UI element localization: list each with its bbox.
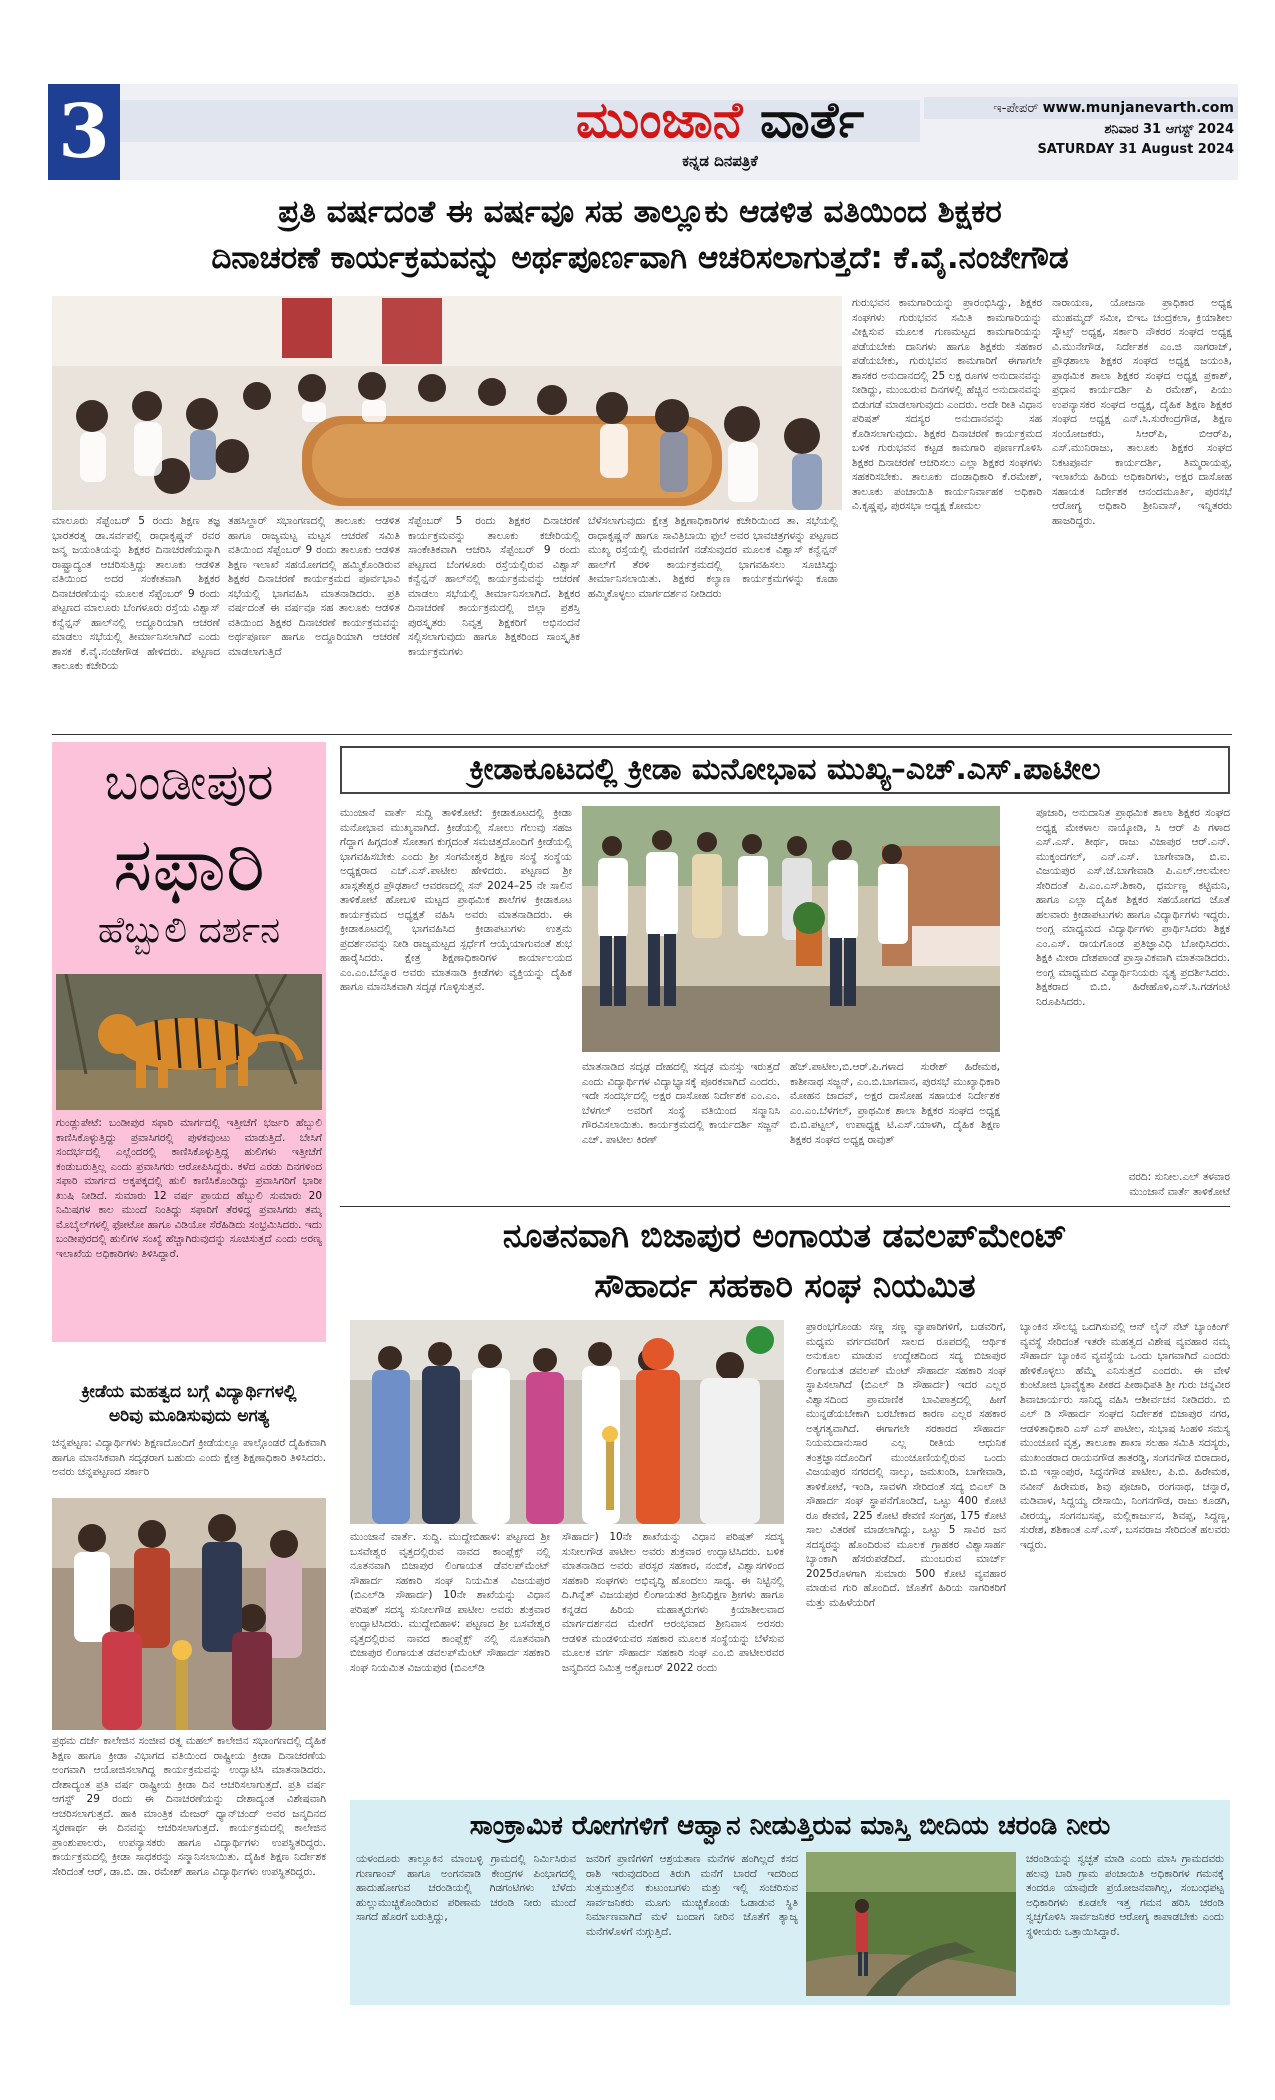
water-photo-drain xyxy=(806,1852,1016,1996)
epaper-label: ಇ-ಪೇಪರ್ xyxy=(993,101,1039,116)
cooperative-headline-line1: ನೂತನವಾಗಿ ಬಿಜಾಪುರ ಅಂಗಾಯತ ಡವಲಪ್‌ಮೇಂಟ್ xyxy=(502,1216,1068,1255)
cooperative-col-4: ಬ್ಯಾಂಕಿನ ಸೌಲಭ್ಯ ಒದಗಿಸುವಲ್ಲಿ ಆನ್ ಲೈನ್ ನೆಟ್ ಬ್ಯಾಂಕಿಂಗ್ ವ್ಯವಸ್ಥೆ ಸೇರಿದಂತೆ ಇತರೇ ಮಹತ್ವದ ವಿಶೇಷ ವ್ಯವಹಾರ ನಮ್ಮ ಸೌಹಾರ್ದ ಬ್ಯಾಂಕಿನ ವ್ಯವಸ್ಥೆಯ ಒಂದು ಭಾಗವಾಗಿದೆ ಎಂದರು ಹೇಳಿಕೊಳ್ಳಲು ಹೆಮ್ಮೆ ಎನಿಸುತ್ತದೆ ಎಂದರು. ಈ ವೇಳೆ ಕುಂಟೋಜಿ ಭಾವೈಕ್ಯತಾ ಪೀಠದ ಪೀಠಾಧಿಪತಿ ಶ್ರೀ ಗುರು ಚನ್ನವೀರ ಶಿವಾಚಾರ್ಯರು ಸಾನಿಧ್ಯ ವಹಿಸಿ ಆಶೀರ್ವಚನ ನೀಡಿದರು. ಬಿ ಎಲ್ ಡಿ ಸೌಹಾರ್ದ ಸಂಘದ ನಿರ್ದೇಶಕ ಬಿಜಾಪುರ ನಗರ, ಆಡಳಿತಾಧಿಕಾರಿ ಎಸ್ ಎಸ್ ಪಾಟೀಲ, ಸುಭಾಷ ಸಿಂಹಳಿ ಸಮಸ್ಯ ಮುಂಚೂಣಿ ವೃತ್ತ, ತಾಲೂಕಾ ಶಾಖಾ ಸಲಹಾ ಸಮಿತಿ ಸದಸ್ಯರು, ಮುಖಂಡರಾದ ರಾಯನಗೌಡ ತಾತರಡ್ಡಿ, ಸಂಗನಗೌಡ ಬಿರಾದಾರ, ಬಿ.ಬಿ ಇಸ್ಲಾಂಪುರ, ಸಿದ್ದನಗೌಡ ಪಾಟೀಲ, ಪಿ.ಬಿ. ಹಿರೇಮಠ, ನವೀನ್ ಹಿರೇಮಠ, ಶಿವು ಪೂಜಾರಿ, ರಂಗನಾಥ, ಚನ್ನಾರೆ, ಮಡಿವಾಳ, ಸಿದ್ದಯ್ಯ ದೇಸಾಯಿ, ನಿಂಗನಗೌಡ, ರಾಜು ಕೂಡಗಿ, ವೀರಯ್ಯ, ಸಂಗನಬಸಪ್ಪ, ಮಲ್ಲಿಕಾರ್ಜುನ, ಶಿವಪ್ಪ, ಸಿದ್ದಣ್ಣ, ಸುರೇಶ, ಶಶಿಕಾಂತ ಎಸ್.ಎಸ್, ಬಸವರಾಜ ಸೇರಿದಂತೆ ಹಲವರು ಇದ್ದರು. xyxy=(1020,1321,1230,1551)
date-kannada: ಶನಿವಾರ 31 ಆಗಸ್ಟ್ 2024 xyxy=(1104,122,1234,137)
sports-headline: ಕ್ರೀಡಾಕೂಟದಲ್ಲಿ ಕ್ರೀಡಾ ಮನೋಭಾವ ಮುಖ್ಯ–ಎಚ್.ಎಸ್.ಪಾಟೀಲ xyxy=(469,752,1101,787)
logo-word-varthe: ವಾರ್ತೆ xyxy=(759,91,865,149)
safari-title-bandipur: ಬಂಡೀಪುರ xyxy=(104,753,274,811)
safari-title-tiger-sighting: ಹೆಬ್ಬುಲಿ ದರ್ಶನ xyxy=(97,910,281,951)
lead-col-3: ಸೆಪ್ಟೆಂಬರ್ 5 ರಂದು ಶಿಕ್ಷಕರ ದಿನಾಚರಣೆ ಕಾರ್ಯಕ್ರಮವನ್ನು ತಾಲೂಕು ಕಚೇರಿಯಲ್ಲಿ ಸಾಂಕೇತಿಕವಾಗಿ ಆಚರಿಸಿ ಸೆಪ್ಟೆಂಬರ್ 9 ರಂದು ಪಟ್ಟಣದ ಬೆಂಗಳೂರು ರಸ್ತೆಯಲ್ಲಿರುವ ವಿಶ್ವಾಸ್ ಕನ್ವೆನ್ಷನ್ ಹಾಲ್‌ನಲ್ಲಿ ಕಾರ್ಯಕ್ರಮವನ್ನು ಆಚರಣೆ ಮಾಡಲು ಸಭೆಯಲ್ಲಿ ತೀರ್ಮಾನಿಸಲಾಗಿದೆ. ಶಿಕ್ಷಕರ ದಿನಾಚರಣೆ ಕಾರ್ಯಕ್ರಮದಲ್ಲಿ ಜಿಲ್ಲಾ ಪ್ರಶಸ್ತಿ ಪುರಸ್ಕೃತರು ನಿವೃತ್ತ ಶಿಕ್ಷಕರಿಗೆ ಅಭಿನಂದನೆ ಸಲ್ಲಿಸಲಾಗುವುದು ಹಾಗೂ ಶಿಕ್ಷಕರಿಂದ ಸಾಂಸ್ಕೃತಿಕ ಕಾರ್ಯಕ್ರಮಗಳು xyxy=(408,515,580,658)
water-col-3: ಚರಂಡಿಯನ್ನು ಸ್ವಚ್ಛತೆ ಮಾಡಿ ಎಂದು ಮಾಸಿ ಗ್ರಾಮದವರು ಹಲವು ಬಾರಿ ಗ್ರಾಮ ಪಂಚಾಯಿತಿ ಅಧಿಕಾರಿಗಳ ಗಮನಕ್ಕೆ ತಂದರೂ ಯಾವುದೇ ಪ್ರಯೋಜನವಾಗಿಲ್ಲ, ಸಂಬಂಧಪಟ್ಟ ಅಧಿಕಾರಿಗಳು ಕೂಡಲೇ ಇತ್ತ ಗಮನ ಹರಿಸಿ ಚರಂಡಿ ಸ್ವಚ್ಛಗೊಳಿಸಿ ಸಾರ್ವಜನಿಕರ ಆರೋಗ್ಯ ಕಾಪಾಡಬೇಕು ಎಂದು ಸ್ಥಳೀಯರು ಒತ್ತಾಯಿಸಿದ್ದಾರೆ. xyxy=(1026,1853,1224,1938)
sports-photo-felicitation xyxy=(582,806,1000,1052)
safari-article-body: ಗುಂಡ್ಲುಪೇಟೆ: ಬಂಡೀಪುರ ಸಫಾರಿ ಮಾರ್ಗದಲ್ಲಿ ಇತ್ತೀಚೆಗೆ ಭರ್ಜರಿ ಹೆಬ್ಬುಲಿ ಕಾಣಿಸಿಕೊಳ್ಳುತ್ತಿದ್ದು ಪ್ರವಾಸಿಗರಲ್ಲಿ ಪುಳಕವುಂಟು ಮಾಡುತ್ತಿದೆ. ಬೇಸಿಗೆ ಸಂದರ್ಭದಲ್ಲಿ ಎಲ್ಲೆಂದರಲ್ಲಿ ಕಾಣಿಸಿಕೊಳ್ಳುತ್ತಿದ್ದ ಹುಲಿಗಳು ಇತ್ತೀಚೆಗೆ ಕಂಡುಬರುತ್ತಿಲ್ಲ ಎಂದು ಪ್ರವಾಸಿಗರು ಆರೋಪಿಸಿದ್ದರು. ಕಳೆದ ಎರಡು ದಿನಗಳಿಂದ ಸಫಾರಿ ಮಾರ್ಗದ ಅಕ್ಕಪಕ್ಕದಲ್ಲಿ ಹುಲಿ ಕಾಣಿಸಿಕೊಂಡಿದ್ದು ಪ್ರವಾಸಿಗರಿಗೆ ಭಾರೀ ಖುಷಿ ನೀಡಿದೆ. ಸುಮಾರು 12 ವರ್ಷ ಪ್ರಾಯದ ಹೆಬ್ಬುಲಿ ಸುಮಾರು 20 ನಿಮಿಷಗಳ ಕಾಲ ಮುಂದೆ ನಿಂತಿದ್ದು ಸಫಾರಿಗೆ ತೆರಳಿದ್ದ ಪ್ರವಾಸಿಗರು ತಮ್ಮ ಮೊಬೈಲ್‌ಗಳಲ್ಲಿ ಫೋಟೋ ಹಾಗೂ ವಿಡಿಯೋ ಸೆರೆಹಿಡಿದು ಸಂಭ್ರಮಿಸಿದರು. ಇದು ಬಂಡೀಪುರದಲ್ಲಿ ಹುಲಿಗಳ ಸಂಖ್ಯೆ ಹೆಚ್ಚಾಗಿರುವುದನ್ನು ಸೂಚಿಸುತ್ತದೆ ಎಂದು ಅರಣ್ಯ ಇಲಾಖೆಯ ಅಧಿಕಾರಿಗಳು ತಿಳಿಸಿದ್ದಾರೆ. xyxy=(56,1117,322,1260)
awareness-body: ಪ್ರಥಮ ದರ್ಜೆ ಕಾಲೇಜಿನ ಸಂಜೀವ ರತ್ನ ಮಹಲ್ ಕಾಲೇಜಿನ ಸಭಾಂಗಣದಲ್ಲಿ ದೈಹಿಕ ಶಿಕ್ಷಣ ಹಾಗೂ ಕ್ರೀಡಾ ವಿಭಾಗದ ವತಿಯಿಂದ ರಾಷ್ಟ್ರೀಯ ಕ್ರೀಡಾ ದಿನಾಚರಣೆಯ ಅಂಗವಾಗಿ ಆಯೋಜಿಸಲಾಗಿದ್ದ ಕಾರ್ಯಕ್ರಮವನ್ನು ಉದ್ಘಾಟಿಸಿ ಮಾತನಾಡಿದರು. ದೇಶಾದ್ಯಂತ ಪ್ರತಿ ವರ್ಷ ರಾಷ್ಟ್ರೀಯ ಕ್ರೀಡಾ ದಿನ ಆಚರಿಸಲಾಗುತ್ತದೆ. ಪ್ರತಿ ವರ್ಷ ಆಗಸ್ಟ್ 29 ರಂದು ಈ ದಿನಾಚರಣೆಯನ್ನು ದೇಶಾದ್ಯಂತ ವಿಶೇಷವಾಗಿ ಆಚರಿಸಲಾಗುತ್ತದೆ. ಹಾಕಿ ಮಾಂತ್ರಿಕ ಮೇಜರ್ ಧ್ಯಾನ್‌ಚಂದ್ ಅವರ ಜನ್ಮದಿನದ ಸ್ಮರಣಾರ್ಥ ಈ ದಿನವನ್ನು ಆಚರಿಸಲಾಗುತ್ತದೆ. ಕಾರ್ಯಕ್ರಮದಲ್ಲಿ ಕಾಲೇಜಿನ ಪ್ರಾಂಶುಪಾಲರು, ಉಪನ್ಯಾಸಕರು ಹಾಗೂ ವಿದ್ಯಾರ್ಥಿಗಳು ಉಪಸ್ಥಿತರಿದ್ದರು. ಕಾರ್ಯಕ್ರಮದಲ್ಲಿ ಕ್ರೀಡಾ ಸಾಧಕರನ್ನು ಸನ್ಮಾನಿಸಲಾಯಿತು. ದೈಹಿಕ ಶಿಕ್ಷಣ ನಿರ್ದೇಶಕ ಸೇರಿದಂತೆ ಆರ್, ಡಾ.ಬಿ. ಡಾ. ರಮೇಶ್ ಹಾಗೂ ವಿದ್ಯಾರ್ಥಿಗಳು ಉಪಸ್ಥಿತರಿದ್ದರು. xyxy=(52,1735,326,1878)
sports-byline-place: ಮುಂಜಾನೆ ವಾರ್ತೆ ತಾಳಿಕೋಟೆ xyxy=(1129,1186,1230,1198)
lead-headline-line1: ಪ್ರತಿ ವರ್ಷದಂತೆ ಈ ವರ್ಷವೂ ಸಹ ತಾಲ್ಲೂಕು ಆಡಳಿತ ವತಿಯಿಂದ ಶಿಕ್ಷಕರ xyxy=(278,194,1002,230)
lead-col-1: ಮಾಲೂರು ಸೆಪ್ಟೆಂಬರ್ 5 ರಂದು ಶಿಕ್ಷಣ ತಜ್ಞ ಭಾರತರತ್ನ ಡಾ.ಸರ್ವಪಲ್ಲಿ ರಾಧಾಕೃಷ್ಣನ್ ರವರ ಜನ್ಮ ಜಯಂತಿಯನ್ನು ಶಿಕ್ಷಕರ ದಿನಾಚರಣೆಯನ್ನಾಗಿ ರಾಷ್ಟ್ರಾದ್ಯಂತ ಆಚರಿಸುತ್ತಿದ್ದು ತಾಲೂಕು ಆಡಳಿತ ವತಿಯಿಂದ ಅದರ ಸಂಕೇತವಾಗಿ ಶಿಕ್ಷಕರ ದಿನಾಚರಣೆಯನ್ನು ಮೂಲಕ ಸೆಪ್ಟೆಂಬರ್ 9 ರಂದು ಪಟ್ಟಣದ ಮಾಲೂರು ಬೆಂಗಳೂರು ರಸ್ತೆಯ ವಿಶ್ವಾಸ್ ಕನ್ವೆನ್ಷನ್ ಹಾಲ್‌ನಲ್ಲಿ ಅದ್ದೂರಿಯಾಗಿ ಆಚರಣೆ ಮಾಡಲು ಸಭೆಯಲ್ಲಿ ತೀರ್ಮಾನಿಸಲಾಗಿದೆ ಎಂದು ಶಾಸಕ ಕೆ.ವೈ.ನಂಜೇಗೌಡ ಹೇಳಿದರು. ಪಟ್ಟಣದ ತಾಲೂಕು ಕಚೇರಿಯ xyxy=(52,515,220,672)
safari-title-safari: ಸಫಾರಿ xyxy=(113,822,265,908)
website-bar xyxy=(924,97,1238,119)
sports-col-2: ಮಾತನಾಡಿದ ಸದೃಢ ದೇಹದಲ್ಲಿ ಸದೃಢ ಮನಸ್ಸು ಇರುತ್ತದೆ ಎಂದು ವಿದ್ಯಾರ್ಥಿಗಳ ವಿದ್ಯಾಭ್ಯಾಸಕ್ಕೆ ಪೂರಕವಾಗಿದೆ ಎಂದರು. ಇದೇ ಸಂದರ್ಭದಲ್ಲಿ ಅಕ್ಷರ ದಾಸೋಹ ನಿರ್ದೇಶಕ ಎಂ.ಎಂ. ಬೆಳಗಲ್ ಅವರಿಗೆ ಸಂಸ್ಥೆ ವತಿಯಿಂದ ಸನ್ಮಾನಿಸಿ ಗೌರವಿಸಲಾಯಿತು. ಕಾರ್ಯಕ್ರಮದಲ್ಲಿ ಕಾರ್ಯದರ್ಶಿ ಸಜ್ಜನ್ ಎಚ್. ಪಾಟೀಲ ಕಿರಣ್ xyxy=(582,1061,780,1146)
sports-col-1: ಮುಂಜಾನೆ ವಾರ್ತೆ ಸುದ್ದಿ ತಾಳಿಕೋಟೆ: ಕ್ರೀಡಾಕೂಟದಲ್ಲಿ ಕ್ರೀಡಾ ಮನೋಭಾವ ಮುಖ್ಯವಾಗಿದೆ. ಕ್ರೀಡೆಯಲ್ಲಿ ಸೋಲು ಗೆಲುವು ಸಹಜ ಗೆದ್ದಾಗ ಹಿಗ್ಗದಂತೆ ಸೋತಾಗ ಕುಗ್ಗದಂತೆ ಸಮಚಿತ್ತದೊಂದಿಗೆ ಕ್ರೀಡೆಯಲ್ಲಿ ಭಾಗವಹಿಸಬೇಕು ಎಂದು ಶ್ರೀ ಸಂಗಮೇಶ್ವರ ಶಿಕ್ಷಣ ಸಂಸ್ಥೆ ಸಂಸ್ಥೆಯ ಅಧ್ಯಕ್ಷರಾದ ಎಚ್.ಎಸ್.ಪಾಟೀಲ ಹೇಳಿದರು. ಪಟ್ಟಣದ ಶ್ರೀ ಖಾಸ್ಗತೇಶ್ವರ ಪ್ರೌಢಶಾಲೆ ಆವರಣದಲ್ಲಿ ಸನ್ 2024–25 ನೇ ಸಾಲಿನ ತಾಳಿಕೋಟೆ ಹೋಬಳಿ ಮಟ್ಟದ ಪ್ರಾಥಮಿಕ ಶಾಲೆಗಳ ಕ್ರೀಡಾಕೂಟ ಕಾರ್ಯಕ್ರಮದ ಅಧ್ಯಕ್ಷತೆ ವಹಿಸಿ ಅವರು ಮಾತನಾಡಿದರು. ಈ ಕ್ರೀಡಾಕೂಟದಲ್ಲಿ ಭಾಗವಹಿಸಿದ ಕ್ರೀಡಾಪಟುಗಳು ಉತ್ತಮ ಪ್ರದರ್ಶನವನ್ನು ನೀಡಿ ರಾಜ್ಯಮಟ್ಟದ ಸ್ಪರ್ಧೆಗೆ ಆಯ್ಕೆಯಾಗುವಂತೆ ಶುಭ ಹಾರೈಸಿದರು. ಕ್ಷೇತ್ರ ಶಿಕ್ಷಣಾಧಿಕಾರಿಗಳ ಕಾರ್ಯಾಲಯದ ಎಂ.ಎಂ.ಬೆನ್ನೂರ ಅವರು ಮಾತನಾಡಿ ಕ್ರೀಡೆಗಳು ವ್ಯಕ್ತಿಯನ್ನು ದೈಹಿಕ ಹಾಗೂ ಮಾನಸಿಕವಾಗಿ ಸದೃಢ ಗೊಳ್ಳಿಸುತ್ತವೆ. xyxy=(340,807,572,993)
lead-photo-meeting xyxy=(52,296,842,510)
newspaper-logo xyxy=(540,90,900,150)
lead-col-5: ಗುರುಭವನ ಕಾಮಗಾರಿಯನ್ನು ಪ್ರಾರಂಭಿಸಿದ್ದು, ಶಿಕ್ಷಕರ ಸಂಘಗಳು ಗುರುಭವನ ಸಮಿತಿ ಕಾಮಗಾರಿಯನ್ನು ವೀಕ್ಷಿಸುವ ಮೂಲಕ ಗುಣಮಟ್ಟದ ಕಾಮಗಾರಿಯನ್ನು ಪಡೆಯಬೇಕು ದಾನಿಗಳು ಹಾಗೂ ಶಿಕ್ಷಕರು ಸಹಕಾರ ಪಡೆಯಬೇಕು, ಗುರುಭವನ ಕಾಮಗಾರಿಗೆ ಈಗಾಗಲೇ ಶಾಸಕರ ಅನುದಾನದಲ್ಲಿ 25 ಲಕ್ಷ ರೂಗಳ ಅನುದಾನವನ್ನು ನೀಡಿದ್ದು, ಮುಂಬರುವ ದಿನಗಳಲ್ಲಿ ಹೆಚ್ಚಿನ ಅನುದಾನವನ್ನು ಬಿಡುಗಡೆ ಮಾಡಲಾಗುವುದು ಎಂದರು. ಅದೇ ರೀತಿ ವಿಧಾನ ಪರಿಷತ್ ಸದಸ್ಯರ ಅನುದಾನವನ್ನು ಸಹ ಕೊಡಿಸಲಾಗುವುದು. ಶಿಕ್ಷಕರ ದಿನಾಚರಣೆ ಕಾರ್ಯಕ್ರಮದ ಬಳಿಕ ಗುರುಭವನ ಕಟ್ಟಡ ಕಾಮಗಾರಿ ಪೂರ್ಣಗೊಳಿಸಿ ಶಿಕ್ಷಕರ ದಿನಾಚರಣೆ ಆಚರಿಸಲು ಎಲ್ಲಾ ಶಿಕ್ಷಕರ ಸಂಘಗಳು ಸಹಕರಿಸಬೇಕು. ತಾಲೂಕು ದಂಡಾಧಿಕಾರಿ ಕೆ.ರಮೇಶ್, ತಾಲೂಕು ಪಂಚಾಯಿತಿ ಕಾರ್ಯನಿರ್ವಾಹಕ ಅಧಿಕಾರಿ ವಿ.ಕೃಷ್ಣಪ್ಪ, ಪುರಸಭಾ ಅಧ್ಯಕ್ಷ ಕೋಮಲ xyxy=(852,297,1042,512)
water-col-2: ಜನರಿಗೆ ಪ್ರಾಣಿಗಳಿಗೆ ಆಶ್ರಯತಾಣ ಮನೆಗಳ ಹಂಗಿಲ್ಲದೆ ಕಸದ ರಾಶಿ ಇರುವುದರಿಂದ ತಿರುಗಿ ಮನೆಗೆ ಬಾರದೆ ಇದರಿಂದ ಸುತ್ತಮುತ್ತಲಿನ ಕುಟುಂಬಗಳು ಮತ್ತು ಇಲ್ಲಿ ಸಂಚರಿಸುವ ಸಾರ್ವಜನಿಕರು ಮೂಗು ಮುಚ್ಚಿಕೊಂಡು ಓಡಾಡುವ ಸ್ಥಿತಿ ನಿರ್ಮಾಣವಾಗಿದೆ ಮಳೆ ಬಂದಾಗ ನೀರಿನ ಜೊತೆಗೆ ತ್ಯಾಜ್ಯ ಮನೆಗಳೊಳಗೆ ನುಗ್ಗುತ್ತಿದೆ. xyxy=(586,1853,798,1938)
awareness-intro: ಚನ್ನಪಟ್ಟಣ: ವಿದ್ಯಾರ್ಥಿಗಳು ಶಿಕ್ಷಣದೊಂದಿಗೆ ಕ್ರೀಡೆಯಲ್ಲೂ ಪಾಲ್ಗೊಂಡರೆ ದೈಹಿಕವಾಗಿ ಹಾಗೂ ಮಾನಸಿಕವಾಗಿ ಸದೃಢರಾಗ ಬಹುದು ಎಂದು ಕ್ಷೇತ್ರ ಶಿಕ್ಷಣಾಧಿಕಾರಿ ತಿಳಿಸಿದರು. ಅವರು ಚನ್ನಪಟ್ಟಣದ ಸರ್ಕಾರಿ xyxy=(52,1437,326,1478)
awareness-headline-line2: ಅರಿವು ಮೂಡಿಸುವುದು ಅಗತ್ಯ xyxy=(108,1406,270,1426)
logo-word-munjane: ಮುಂಜಾನೆ xyxy=(575,91,743,149)
lead-col-4: ಬೆಳೆಸಲಾಗುವುದು ಕ್ಷೇತ್ರ ಶಿಕ್ಷಣಾಧಿಕಾರಿಗಳ ಕಚೇರಿಯಿಂದ ತಾ. ಸಭೆಯಲ್ಲಿ ರಾಧಾಕೃಷ್ಣನ್ ಹಾಗೂ ಸಾವಿತ್ರಿಬಾಯಿ ಫುಲೆ ಅವರ ಭಾವಚಿತ್ರಗಳನ್ನು ಪಟ್ಟಣದ ಮುಖ್ಯ ರಸ್ತೆಯಲ್ಲಿ ಮೆರವಣಿಗೆ ನಡೆಸುವುದರ ಮೂಲಕ ವಿಶ್ವಾಸ್ ಕನ್ವೆನ್ಷನ್ ಹಾಲ್‌ಗೆ ತೆರಳಿ ಕಾರ್ಯಕ್ರಮದಲ್ಲಿ ಭಾಗವಹಿಸಲು ಸೂಚಿಸಿದ್ದು ತೀರ್ಮಾನಿಸಲಾಯಿತು. ಶಿಕ್ಷಕರ ಕಲ್ಯಾಣ ಕಾರ್ಯಕ್ರಮಗಳನ್ನು ಕೂಡಾ ಹಮ್ಮಿಕೊಳ್ಳಲು ಮಾರ್ಗದರ್ಶನ ನೀಡಿದರು xyxy=(588,515,838,600)
section-divider xyxy=(340,1206,1230,1207)
sports-col-3: ಹೆಚ್.ಪಾಟೀಲ,ಬಿ.ಆರ್.ಪಿ.ಗಳಾದ ಸುರೇಶ್ ಹಿರೇಮಠ, ಕಾಶೀನಾಥ ಸಜ್ಜನ್, ಎಂ.ಬಿ.ಬಾಗವಾನ, ಪುರಸಭೆ ಮುಖ್ಯಾಧಿಕಾರಿ ಮೋಹನ ಜಾದವ್, ಅಕ್ಷರ ದಾಸೋಹ ಸಹಾಯಕ ನಿರ್ದೇಶಕ ಎಂ.ಎಂ.ಬೆಳಗಲ್, ಪ್ರಾಥಮಿಕ ಶಾಲಾ ಶಿಕ್ಷಕರ ಸಂಘದ ಅಧ್ಯಕ್ಷ ಬಿ.ಬಿ.ಪಟ್ಟಲ್, ಉಪಾಧ್ಯಕ್ಷ ಟಿ.ಎಸ್.ಯಾಳಗಿ, ದೈಹಿಕ ಶಿಕ್ಷಣ ಶಿಕ್ಷಕರ ಸಂಘದ ಅಧ್ಯಕ್ಷ ರಾವುತ್ xyxy=(790,1061,1000,1146)
water-col-1: ಯಳಂದೂರು ತಾಲ್ಲೂಕಿನ ಮಾಂಬಳ್ಳಿ ಗ್ರಾಮದಲ್ಲಿ ನಿರ್ಮಿಸಿರುವ ಗುಣಗಾಂವ್ ಹಾಗೂ ಅಂಗನವಾಡಿ ಕೇಂದ್ರಗಳ ಪಿಂಭಾಗದಲ್ಲಿ ಹಾದುಹೋಗುವ ಚರಂಡಿಯಲ್ಲಿ ಗಿಡಗಂಟಿಗಳು ಬೆಳೆದು ಹುಲ್ಲುಮುಚ್ಚಿಕೊಂಡಿರುವ ಪರಿಣಾಮ ಚರಂಡಿ ನೀರು ಮುಂದೆ ಸಾಗದೆ ಹೊರಗೆ ಬರುತ್ತಿದ್ದು, xyxy=(356,1853,576,1923)
cooperative-photo-inauguration xyxy=(350,1320,784,1524)
cooperative-col-2: ಸೌಹಾರ್ದ) 10ನೇ ಶಾಖೆಯನ್ನು ವಿಧಾನ ಪರಿಷತ್ ಸದಸ್ಯ ಸುನೀಲಗೌಡ ಪಾಟೀಲ ಅವರು ಶುಕ್ರವಾರ ಉದ್ಘಾಟಿಸಿದರು. ಬಳಿಕ ಮಾತನಾಡಿದ ಅವರು ಪರಸ್ಪರ ಸಹಕಾರ, ನಂಬಿಕೆ, ವಿಶ್ವಾಸಗಳಿಂದ ಸಹಕಾರಿ ಸಂಘಗಳು ಅಭಿವೃದ್ಧಿ ಹೊಂದಲು ಸಾಧ್ಯ. ಈ ನಿಟ್ಟಿನಲ್ಲಿ ದಿ.ಗಿನ್ನೆತ್ ವಿಜಯಪುರ ಲಿಂಗಾಯತರ ಶ್ರೀನಿಧಿಕ್ಷಣ ಶ್ರೀಗಳು ಹಾಗೂ ಕನ್ನಡದ ಹಿರಿಯ ಮಹಾತ್ಮರುಗಳು ಕ್ರಿಯಾಶೀಲವಾದ ಮಾರ್ಗದರ್ಶನದ ಮೇರೆಗೆ ಆರಂಭವಾದ ಶ್ರೀನಿವಾಸ ಅರಸರು ಆಡಳಿತ ಮಂಡಳಿಯವರ ಸಹಕಾರ ಮೂಲಕ ಸಂಸ್ಥೆಯನ್ನು ಬೆಳೆಸುವ ಮೂಲಕ ವರ್ಗ ಸೌಹಾರ್ದ ಸಹಕಾರಿ ಸಂಘ ಎಂ.ಬಿ ಪಾಟೀಲರವರ ಜನ್ಮದಿನದ ನಿಮಿತ್ತ ಅಕ್ಟೋಬರ್ 2022 ರಂದು xyxy=(562,1531,784,1674)
website-link[interactable]: www.munjanevarth.com xyxy=(1042,100,1234,116)
awareness-headline-line1: ಕ್ರೀಡೆಯ ಮಹತ್ವದ ಬಗ್ಗೆ ವಿದ್ಯಾರ್ಥಿಗಳಲ್ಲಿ xyxy=(81,1382,297,1402)
awareness-photo-lamp-lighting xyxy=(52,1498,326,1730)
date-english: SATURDAY 31 August 2024 xyxy=(1037,142,1234,157)
cooperative-col-3: ಪ್ರಾರಂಭಗೊಂಡು ಸಣ್ಣ ಸಣ್ಣ ವ್ಯಾಪಾರಿಗಳಿಗೆ, ಬಡವರಿಗೆ, ಮಧ್ಯಮ ವರ್ಗದವರಿಗೆ ಸಾಲದ ರೂಪದಲ್ಲಿ ಆರ್ಥಿಕ ಅನುಕೂಲ ಮಾಡುವ ಉದ್ದೇಶದಿಂದ ಸದ್ಯ ಬಿಜಾಪುರ ಲಿಂಗಾಯತ ಡವಲಪ್ ಮೆಂಟ್ ಸೌಹಾರ್ದ ಸಹಕಾರಿ ಸಂಘ ಸ್ಥಾಪಿಸಲಾಗಿದೆ (ಬಿಎಲ್ ಡಿ ಸೌಹಾರ್ದ) ಇದರ ಎಲ್ಲರ ವಿಶ್ವಾಸದಿಂದ ಪ್ರಾಮಾಣಿಕ ಬಾವಿಪಾತ್ರದಲ್ಲಿ ಹೀಗೆ ಮುನ್ನಡೆಯಬೇಕಾಗಿ ಬರಬೇಕಾದ ಕಾರಣ ಎಲ್ಲರ ಸಹಕಾರ ಅತ್ಯಗತ್ಯವಾಗಿದೆ. ಈಗಾಗಲೇ ಸರಕಾರದ ಸೌಹಾರ್ದ ನಿಯಮದಾನುಸಾರ ಎಲ್ಲ ರೀತಿಯ ಆಧುನಿಕ ತಂತ್ರಜ್ಞಾನದೊಂದಿಗೆ ಮುಂಚೂಣಿಯಲ್ಲಿರುವ ಒಂದು ವಿಜಯಪುರ ನಗರದಲ್ಲಿ ನಾಲ್ಕು, ಜಮಖಂಡಿ, ಬಾಗೇವಾಡಿ, ತಾಳಿಕೋಟೆ, ಇಂಡಿ, ಸಾವಳಗಿ ಸೇರಿದಂತೆ ಸದ್ಯ ಬಿಎಲ್ ಡಿ ಸೌಹಾರ್ದ ಸಂಘ ಸ್ಥಾಪನೆಗೊಂಡಿದೆ, ಒಟ್ಟು 400 ಕೋಟಿ ರೂ ಠೇವಣಿ, 225 ಕೋಟಿ ಠೇವಣಿ ಸಂಗ್ರಹ, 175 ಕೋಟಿ ಸಾಲ ವಿತರಣೆ ಮಾಡಲಾಗಿದ್ದು, ಒಟ್ಟು 5 ಸಾವಿರ ಜನ ಸದಸ್ಯರನ್ನು ಹೊಂದಿರುವ ಮೂಲಕ ಗ್ರಾಹಕರ ವಿಶ್ವಾಸಾರ್ಹ ಬ್ಯಾಂಕಾಗಿ ಹೆಸರುಪಡೆದಿದೆ. ಮುಂಬರುವ ಮಾರ್ಚ್ 2025ರೊಳಗಾಗಿ ಸುಮಾರು 500 ಕೋಟಿ ವ್ಯವಹಾರ ಮಾಡುವ ಗುರಿ ಹೊಂದಿದೆ. ಜೊತೆಗೆ ಹಿರಿಯ ನಾಗರಿಕರಿಗೆ ಮತ್ತು ಮಹಿಳೆಯರಿಗೆ xyxy=(806,1321,1006,1609)
tiger-photo xyxy=(56,974,322,1110)
lead-col-6: ನಾರಾಯಣ, ಯೋಜನಾ ಪ್ರಾಧಿಕಾರ ಅಧ್ಯಕ್ಷ ಮುಹಮ್ಮದ್ ಸಮೀ, ಬಿಇಒ ಚಂದ್ರಕಲಾ, ಕ್ರಿಯಾಶೀಲ ಸ್ಕೌಟ್ಸ್ ಅಧ್ಯಕ್ಷ, ಸರ್ಕಾರಿ ನೌಕರರ ಸಂಘದ ಅಧ್ಯಕ್ಷ ವಿ.ಮುನೇಗೌಡ, ನಿರ್ದೇಶಕ ಎಂ.ಜಿ ನಾಗರಾಜ್, ಪ್ರೌಢಶಾಲಾ ಶಿಕ್ಷಕರ ಸಂಘದ ಅಧ್ಯಕ್ಷ ಜಯಂತಿ, ಪ್ರಾಥಮಿಕ ಶಾಲಾ ಶಿಕ್ಷಕರ ಸಂಘದ ಅಧ್ಯಕ್ಷ ಪ್ರಕಾಶ್, ಪ್ರಧಾನ ಕಾರ್ಯದರ್ಶಿ ಪಿ ರಮೇಶ್, ಪಿಯು ಉಪನ್ಯಾಸಕರ ಸಂಘದ ಅಧ್ಯಕ್ಷ, ದೈಹಿಕ ಶಿಕ್ಷಣ ಶಿಕ್ಷಕರ ಸಂಘದ ಅಧ್ಯಕ್ಷ ಎನ್.ಸಿ.ಸುರೇಂದ್ರಗೌಡ, ಶಿಕ್ಷಣ ಸಂಯೋಜಕರು, ಸಿಆರ್‌ಪಿ, ಬಿಆರ್‌ಪಿ, ಎಸ್.ಮುನಿರಾಜು, ತಾಲೂಕು ಶಿಕ್ಷಕರ ಸಂಘದ ನಿಕಟಪೂರ್ವ ಕಾರ್ಯದರ್ಶಿ, ತಿಮ್ಮರಾಯಪ್ಪ, ಇಲಾಖೆಯ ಹಿರಿಯ ಅಧಿಕಾರಿಗಳು, ಅಕ್ಷರ ದಾಸೋಹ ಸಹಾಯಕ ನಿರ್ದೇಶಕ ಆನಂದಮೂರ್ತಿ, ಪುರಸಭೆ ಆರೋಗ್ಯ ಅಧಿಕಾರಿ ಶ್ರೀನಿವಾಸ್, ಇನ್ನಿತರರು ಹಾಜರಿದ್ದರು. xyxy=(1052,297,1232,527)
section-divider xyxy=(52,734,1232,735)
water-headline: ಸಾಂಕ್ರಾಮಿಕ ರೋಗಗಳಿಗೆ ಆಹ್ವಾನ ನೀಡುತ್ತಿರುವ ಮಾಸ್ತಿ ಬೀದಿಯ ಚರಂಡಿ ನೀರು xyxy=(469,1811,1111,1841)
sports-col-4: ಪೂಜಾರಿ, ಅನುದಾನಿತ ಪ್ರಾಥಮಿಕ ಶಾಲಾ ಶಿಕ್ಷಕರ ಸಂಘದ ಅಧ್ಯಕ್ಷ ಮೇಕಳಾಲ ನಾಯ್ಕೋಡಿ, ಸಿ ಆರ್ ಪಿ ಗಳಾದ ಎಸ್.ಎಸ್. ತೀರ್ಥ, ರಾಜು ವಿಜಾಪುರ ಆರ್.ಎನ್. ಮುಕ್ಕಂದಗಲ್, ಎನ್.ಎಸ್. ಬಾಗೇವಾಡಿ, ಬಿ.ಐ. ವಿಜಯಪುರ ಎಸ್.ಜೆ.ಬಾಗೇವಾಡಿ ಪಿ.ಎಲ್.ಆಲಮೇಲ ಸೇರಿದಂತೆ ಪಿ.ಎಂ.ಎಸ್.ಶಿಕಾರಿ, ಧರ್ಮಣ್ಣ ಕಟ್ಟಿಮನಿ, ಹಾಗೂ ಎಲ್ಲಾ ದೈಹಿಕ ಶಿಕ್ಷಕರ ಸಹಯೋಗದ ಜೊತೆ ಹಲವಾರು ಕ್ರೀಡಾಪಟುಗಳು ಹಾಗೂ ವಿದ್ಯಾರ್ಥಿಗಳು ಇದ್ದರು. ಅಂಗ್ಲ ಮಾಧ್ಯಮದ ವಿದ್ಯಾರ್ಥಿಗಳು ಪ್ರಾರ್ಥಿಸಿದರು ಶಿಕ್ಷಕ ಎಂ.ಎಸ್. ರಾಯಗೊಂಡ ಪ್ರತಿಜ್ಞಾವಿಧಿ ಬೋಧಿಸಿದರು. ಶಿಕ್ಷಕಿ ಮೀರಾ ದೇಶಪಾಂಡೆ ಪ್ರಾಸ್ತಾವಿಕವಾಗಿ ಮಾತನಾಡಿದರು. ಅಂಗ್ಲ ಮಾಧ್ಯಮದ ವಿದ್ಯಾರ್ಥಿನಿಯರು ನೃತ್ಯ ಪ್ರದರ್ಶಿಸಿದರು. ಶಿಕ್ಷಕರಾದ ಬಿ.ಬಿ. ಹಿರೇಹೊಳಿ,ಎಸ್.ಸಿ.ಗಡಗಂಟಿ ನಿರೂಪಿಸಿದರು. xyxy=(1036,807,1230,1008)
cooperative-headline-line2: ಸೌಹಾರ್ದ ಸಹಕಾರಿ ಸಂಘ ನಿಯಮಿತ xyxy=(594,1266,976,1305)
lead-col-2: ತಹಸಿಲ್ದಾರ್ ಸಭಾಂಗಣದಲ್ಲಿ ತಾಲೂಕು ಆಡಳಿತ ಹಾಗೂ ರಾಜ್ಯಮಟ್ಟ ಮಟ್ಟಸ ಆಚರಣೆ ಸಮಿತಿ ವತಿಯಿಂದ ಸೆಪ್ಟೆಂಬರ್ 9 ರಂದು ತಾಲೂಕು ಆಡಳಿತ ಶಿಕ್ಷಣ ಇಲಾಖೆ ಸಹಯೋಗದಲ್ಲಿ ಹಮ್ಮಿಕೊಂಡಿರುವ ಶಿಕ್ಷಕರ ದಿನಾಚರಣೆ ಕಾರ್ಯಕ್ರಮದ ಪೂರ್ವಭಾವಿ ಸಭೆಯಲ್ಲಿ ಭಾಗವಹಿಸಿ ಮಾತನಾಡಿದರು. ಪ್ರತಿ ವರ್ಷದಂತೆ ಈ ವರ್ಷವೂ ಸಹ ತಾಲೂಕು ಆಡಳಿತ ವತಿಯಿಂದ ಶಿಕ್ಷಕರ ದಿನಾಚರಣೆ ಕಾರ್ಯಕ್ರಮವನ್ನು ಅರ್ಥಪೂರ್ಣ ಹಾಗೂ ಅದ್ದೂರಿಯಾಗಿ ಆಚರಣೆ ಮಾಡಲಾಗುತ್ತಿದೆ xyxy=(228,515,400,658)
page-number: 3 xyxy=(48,84,120,180)
lead-headline-line2: ದಿನಾಚರಣೆ ಕಾರ್ಯಕ್ರಮವನ್ನು ಅರ್ಥಪೂರ್ಣವಾಗಿ ಆಚರಿಸಲಾಗುತ್ತದೆ: ಕೆ.ವೈ.ನಂಜೇಗೌಡ xyxy=(211,240,1069,276)
cooperative-col-1: ಮುಂಜಾನೆ ವಾರ್ತೆ. ಸುದ್ದಿ. ಮುದ್ದೇಬಿಹಾಳ: ಪಟ್ಟಣದ ಶ್ರೀ ಬಸವೇಶ್ವರ ವೃತ್ತದಲ್ಲಿರುವ ನಾವದ ಕಾಂಪ್ಲೆಕ್ಸ್ ನಲ್ಲಿ ನೂತನವಾಗಿ ಬಿಜಾಪುರ ಲಿಂಗಾಯತ ಡೆವಲಪ್‌ಮೆಂಟ್ ಸೌಹಾರ್ದ ಸಹಕಾರಿ ಸಂಘ ನಿಯಮಿತ ವಿಜಯಪುರ (ಬಿಎಲ್‌ಡಿ ಸೌಹಾರ್ದ) 10ನೇ ಶಾಖೆಯನ್ನು ವಿಧಾನ ಪರಿಷತ್ ಸದಸ್ಯ ಸುನೀಲಗೌಡ ಪಾಟೀಲ ಅವರು ಶುಕ್ರವಾರ ಉದ್ಘಾಟಿಸಿದರು. ಮುದ್ದೇಬಿಹಾಳ: ಪಟ್ಟಣದ ಶ್ರೀ ಬಸವೇಶ್ವರ ವೃತ್ತದಲ್ಲಿರುವ ನಾವದ ಕಾಂಪ್ಲೆಕ್ಸ್ ನಲ್ಲಿ ನೂತನವಾಗಿ ಬಿಜಾಪುರ ಲಿಂಗಾಯತ ಡವಲಪ್‌ಮೆಂಟ್ ಸೌಹಾರ್ದ ಸಹಕಾರಿ ಸಂಘ ನಿಯಮಿತ ವಿಜಯಪುರ (ಬಿಎಲ್‌ಡಿ xyxy=(350,1531,550,1674)
sports-byline-reporter: ವರದಿ: ಸುನೀಲ.ಎಲ್ ತಳವಾರ xyxy=(1128,1171,1230,1183)
masthead-tagline: ಕನ್ನಡ ದಿನಪತ್ರಿಕೆ xyxy=(682,152,758,170)
